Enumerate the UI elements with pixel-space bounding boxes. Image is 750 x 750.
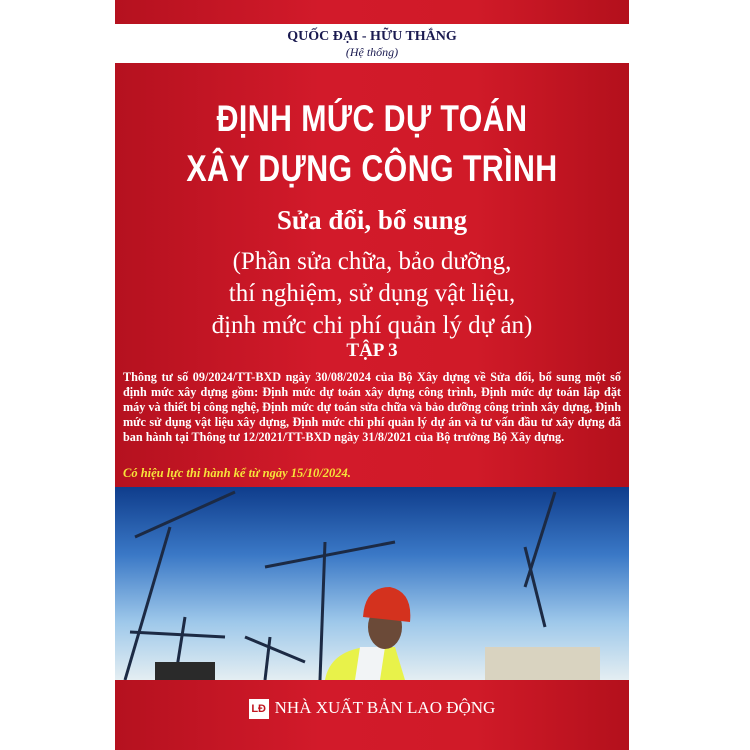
book-cover — [115, 0, 629, 750]
author-role: (Hệ thống) — [345, 45, 399, 59]
subtitle: Sửa đổi, bổ sung — [276, 205, 468, 235]
scope-line-2: thí nghiệm, sử dụng vật liệu, — [228, 280, 516, 307]
publisher-logo: LĐ — [249, 699, 269, 719]
publisher-name: NHÀ XUẤT BẢN LAO ĐỘNG — [274, 698, 496, 717]
volume: TẬP 3 — [346, 340, 398, 361]
title-line-2: XÂY DỰNG CÔNG TRÌNH — [186, 148, 558, 189]
authors: QUỐC ĐẠI - HỮU THẮNG — [287, 29, 457, 44]
cranes-illustration — [115, 487, 629, 680]
description: Thông tư số 09/2024/TT-BXD ngày 30/08/2024 của Bộ Xây dựng về Sửa đổi, bổ sung một số định mức xây dựng gồm: Định mức dự toán xây dựng công trình, Định mức dự toán lắp đặt máy và thiết bị công nghệ, Định mức dự toán sửa chữa và bảo dưỡng công trình xây dựng, Định mức sử dụng vật liệu xây dựng, Định mức chi phí quản lý dự án và tư vấn đầu tư xây dựng đã ban hành tại Thông tư 12/2021/TT-BXD ngày 31/8/2021 của Bộ trưởng Bộ Xây dựng. — [123, 370, 621, 444]
effective-date: Có hiệu lực thi hành kể từ ngày 15/10/2024. — [123, 466, 351, 480]
title-line-1: ĐỊNH MỨC DỰ TOÁN — [216, 98, 528, 139]
construction-photo — [115, 487, 629, 680]
scope-line-3: định mức chi phí quản lý dự án) — [211, 312, 533, 339]
publisher — [115, 698, 629, 719]
scope-line-1: (Phần sửa chữa, bảo dưỡng, — [232, 248, 512, 275]
author-band — [115, 24, 629, 63]
